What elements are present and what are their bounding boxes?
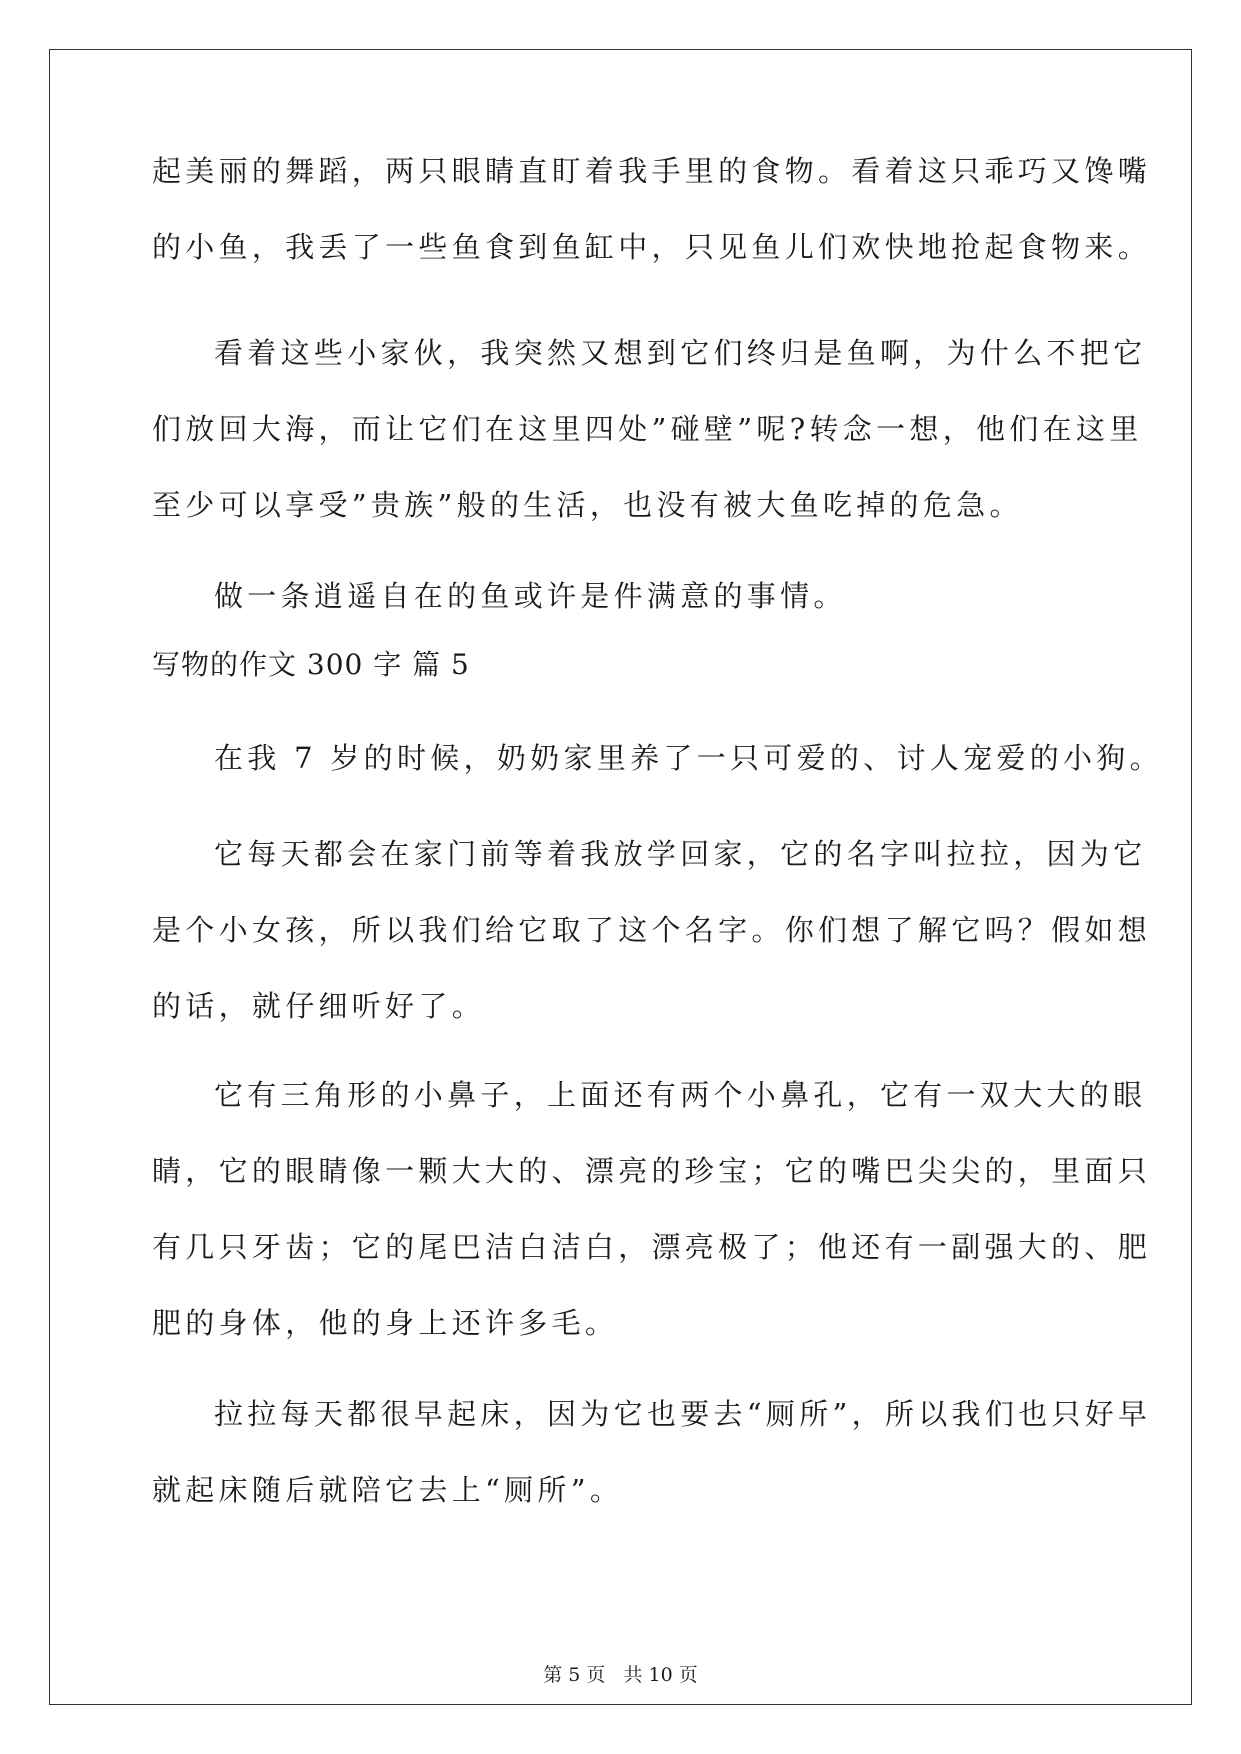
text-line-8: 在我 7 岁的时候，奶奶家里养了一只可爱的、讨人宠爱的小狗。 — [214, 741, 1163, 775]
text-line-6: 做一条逍遥自在的鱼或许是件满意的事情。 — [214, 579, 847, 613]
text-line-11: 的话，就仔细听好了。 — [152, 989, 486, 1023]
text-line-15: 肥的身体，他的身上还许多毛。 — [152, 1306, 619, 1340]
text-line-13: 睛，它的眼睛像一颗大大的、漂亮的珍宝；它的嘴巴尖尖的，里面只 — [152, 1154, 1152, 1188]
text-line-2: 的小鱼，我丢了一些鱼食到鱼缸中，只见鱼儿们欢快地抢起食物来。 — [152, 230, 1152, 264]
text-line-16: 拉拉每天都很早起床，因为它也要去“厕所”，所以我们也只好早 — [214, 1397, 1152, 1431]
text-line-10: 是个小女孩，所以我们给它取了这个名字。你们想了解它吗？假如想 — [152, 913, 1152, 947]
page-total: 共 10 页 — [623, 1664, 698, 1686]
page-border — [49, 49, 1192, 1705]
text-line-4: 们放回大海，而让它们在这里四处”碰壁”呢?转念一想，他们在这里 — [152, 412, 1143, 446]
text-line-12: 它有三角形的小鼻子，上面还有两个小鼻孔，它有一双大大的眼 — [214, 1078, 1147, 1112]
section-heading: 写物的作文 300 字 篇 5 — [152, 648, 470, 681]
page-number: 第 5 页 — [543, 1664, 606, 1686]
text-line-1: 起美丽的舞蹈，两只眼睛直盯着我手里的食物。看着这只乖巧又馋嘴 — [152, 154, 1152, 188]
text-line-3: 看着这些小家伙，我突然又想到它们终归是鱼啊，为什么不把它 — [214, 336, 1147, 370]
text-line-17: 就起床随后就陪它去上“厕所”。 — [152, 1473, 624, 1507]
text-line-9: 它每天都会在家门前等着我放学回家，它的名字叫拉拉，因为它 — [214, 837, 1147, 871]
text-line-5: 至少可以享受”贵族”般的生活，也没有被大鱼吃掉的危急。 — [152, 488, 1023, 522]
page-footer — [0, 1663, 1241, 1687]
text-line-14: 有几只牙齿；它的尾巴洁白洁白，漂亮极了；他还有一副强大的、肥 — [152, 1230, 1152, 1264]
